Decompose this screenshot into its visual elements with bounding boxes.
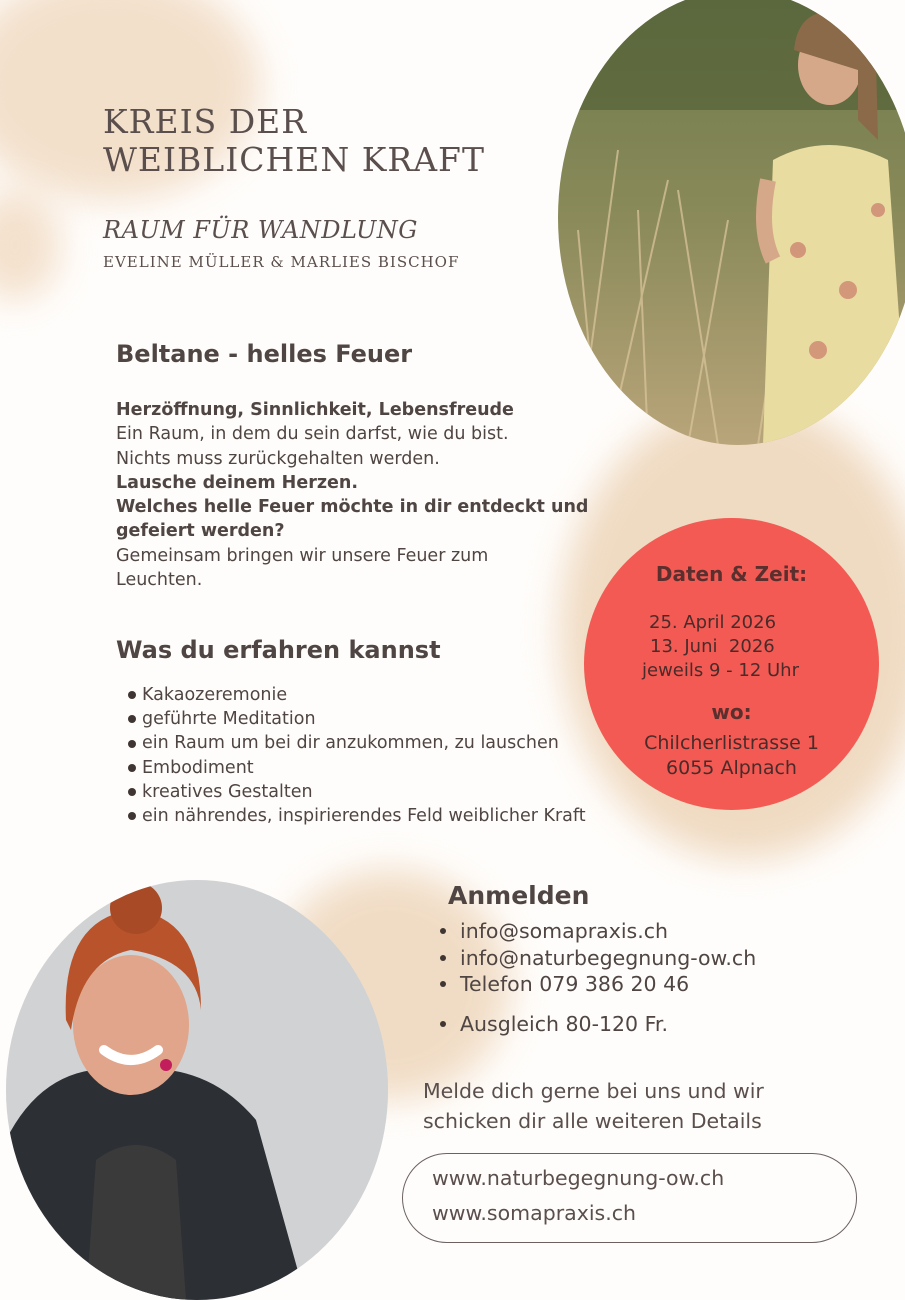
location-heading: wo: <box>711 700 752 724</box>
bullet-icon <box>440 928 446 934</box>
intro-text <box>116 398 596 592</box>
list-item <box>128 780 586 804</box>
note-line-1: Melde dich gerne bei uns und wir <box>423 1079 764 1103</box>
email-link[interactable]: info@somapraxis.ch <box>460 919 668 943</box>
portrait-illustration <box>6 880 388 1300</box>
bullet-icon <box>440 955 446 961</box>
photo-smiling-woman <box>6 880 388 1300</box>
contact-list <box>440 918 756 998</box>
date-1: 25. April 2026 <box>649 612 777 633</box>
intro-line-2: Nichts muss zurückgehalten werden. <box>116 448 440 469</box>
list-item <box>128 804 586 828</box>
bullet-icon <box>128 691 136 699</box>
email-link[interactable]: info@naturbegegnung-ow.ch <box>460 945 757 970</box>
bullet-icon <box>128 788 136 796</box>
intro-bold-1: Herzöffnung, Sinnlichkeit, Lebensfreude <box>116 400 514 420</box>
list-item <box>128 707 586 731</box>
contact-email-soma[interactable] <box>440 918 756 945</box>
intro-line-3a: Gemeinsam bringen wir unsere Feuer zum <box>116 545 489 566</box>
title-line-2: WEIBLICHEN KRAFT <box>103 140 485 179</box>
contact-phone[interactable] <box>440 971 756 998</box>
experience-list <box>128 683 586 828</box>
address-city: 6055 Alpnach <box>666 757 797 779</box>
bullet-icon <box>128 740 136 748</box>
note-line-2: schicken dir alle weiteren Details <box>423 1109 762 1133</box>
field-photo-illustration <box>558 0 905 445</box>
section-heading-experience: Was du erfahren kannst <box>116 636 441 664</box>
list-item-label: kreatives Gestalten <box>142 781 313 802</box>
website-link-somapraxis[interactable]: www.somapraxis.ch <box>432 1201 636 1225</box>
intro-bold-2: Lausche deinem Herzen. <box>116 472 358 493</box>
watercolor-splash-top-left-2 <box>0 190 60 300</box>
website-link-naturbegegnung[interactable]: www.naturbegegnung-ow.ch <box>432 1166 725 1190</box>
intro-bold-3b: gefeiert werden? <box>116 521 285 542</box>
bullet-icon <box>128 812 136 820</box>
authors: EVELINE MÜLLER & MARLIES BISCHOF <box>103 253 460 271</box>
contact-email-natur[interactable] <box>440 945 756 972</box>
list-item-label: Embodiment <box>142 757 254 778</box>
bullet-icon <box>440 1021 446 1027</box>
list-item-label: ein Raum um bei dir anzukommen, zu lauschen <box>142 733 559 754</box>
list-item <box>128 756 586 780</box>
date-2: 13. Juni 2026 <box>650 636 775 657</box>
intro-line-1: Ein Raum, in dem du sein darfst, wie du bist. <box>116 424 509 445</box>
list-item <box>128 683 586 707</box>
intro-bold-3a: Welches helle Feuer möchte in dir entdeckt und <box>116 497 589 518</box>
list-item <box>128 731 586 755</box>
list-item-label: Kakaozeremonie <box>142 685 288 705</box>
section-heading-beltane: Beltane - helles Feuer <box>116 340 413 368</box>
photo-woman-in-field <box>558 0 905 445</box>
dates-heading: Daten & Zeit: <box>655 562 808 586</box>
bullet-icon <box>128 715 136 723</box>
page-title <box>103 103 485 179</box>
section-heading-registration: Anmelden <box>448 881 590 910</box>
phone-link[interactable]: Telefon 079 386 20 46 <box>460 972 690 996</box>
list-item-label: geführte Meditation <box>142 709 316 730</box>
address-street: Chilcherlistrasse 1 <box>644 732 819 754</box>
list-item-label: ein nährendes, inspirierendes Feld weiblicher Kraft <box>142 806 586 827</box>
price-label: Ausgleich 80-120 Fr. <box>460 1012 668 1036</box>
registration-note <box>423 1076 863 1136</box>
price-item <box>440 1012 668 1036</box>
bullet-icon <box>128 764 136 772</box>
time-range: jeweils 9 - 12 Uhr <box>642 660 799 681</box>
subtitle: RAUM FÜR WANDLUNG <box>103 216 418 244</box>
intro-line-3b: Leuchten. <box>116 570 203 591</box>
bullet-icon <box>440 981 446 987</box>
title-line-1: KREIS DER <box>103 102 308 141</box>
